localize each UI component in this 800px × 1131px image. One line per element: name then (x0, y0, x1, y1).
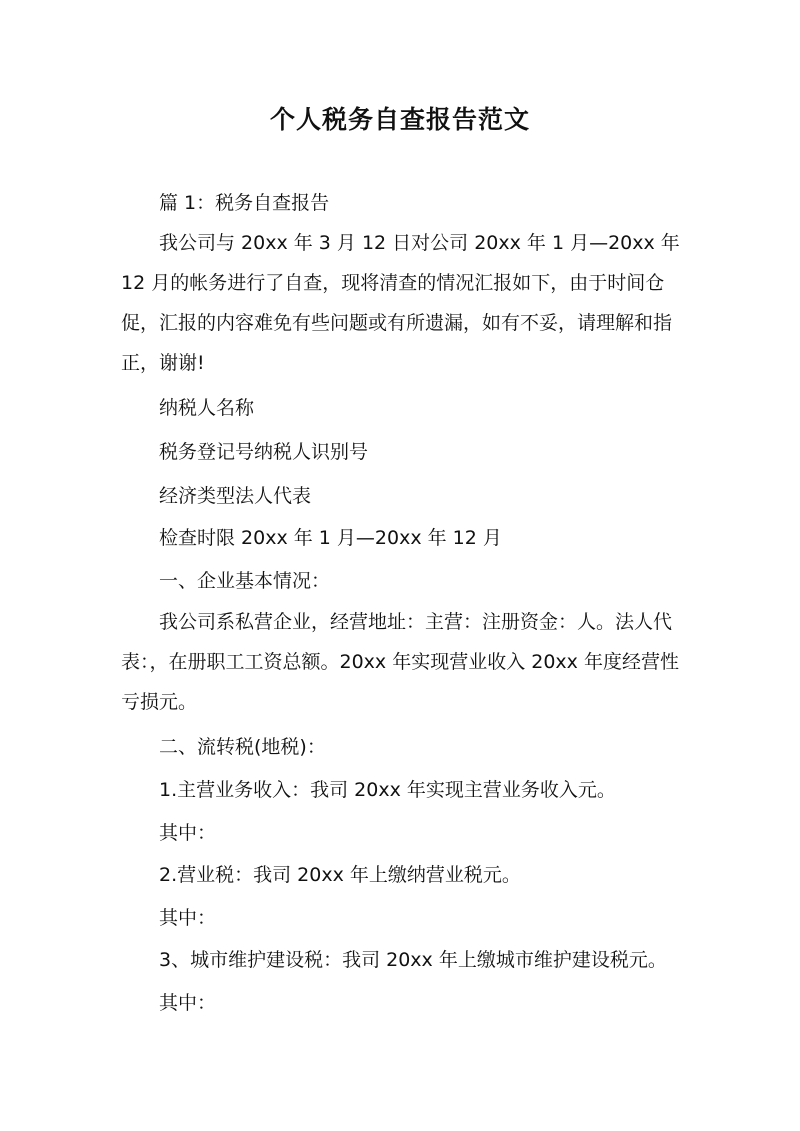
paragraph-company-info: 我公司系私营企业，经营地址：主营：注册资金：人。法人代表：，在册职工工资总额。20xx 年实现营业收入 20xx 年度经营性亏损元。 (121, 611, 679, 713)
item-business-tax: 2.营业税：我司 20xx 年上缴纳营业税元。 (159, 864, 521, 886)
section-company-basics: 一、企业基本情况： (159, 570, 331, 592)
field-taxpayer-name: 纳税人名称 (159, 397, 255, 419)
field-inspection-period: 检查时限 20xx 年 1 月—20xx 年 12 月 (159, 527, 502, 549)
paragraph-intro: 我公司与 20xx 年 3 月 12 日对公司 20xx 年 1 月—20xx 年 12 月的帐务进行了自查，现将清查的情况汇报如下，由于时间仓促，汇报的内容难免有些问题或有所遗漏，如有不妥，请理解和指正，谢谢! (121, 232, 680, 374)
section-heading: 篇 1：税务自查报告 (159, 192, 330, 214)
field-economic-type: 经济类型法人代表 (159, 485, 312, 507)
field-tax-registration: 税务登记号纳税人识别号 (159, 441, 369, 463)
item-main-business-revenue: 1.主营业务收入：我司 20xx 年实现主营业务收入元。 (159, 779, 616, 801)
document-title: 个人税务自查报告范文 (269, 105, 530, 134)
section-turnover-tax: 二、流转税(地税)： (159, 736, 326, 758)
item-among-label: 其中： (159, 822, 217, 844)
item-among-label: 其中： (159, 907, 217, 929)
item-urban-construction-tax: 3、城市维护建设税：我司 20xx 年上缴城市维护建设税元。 (159, 949, 667, 971)
item-among-label: 其中： (159, 992, 217, 1014)
